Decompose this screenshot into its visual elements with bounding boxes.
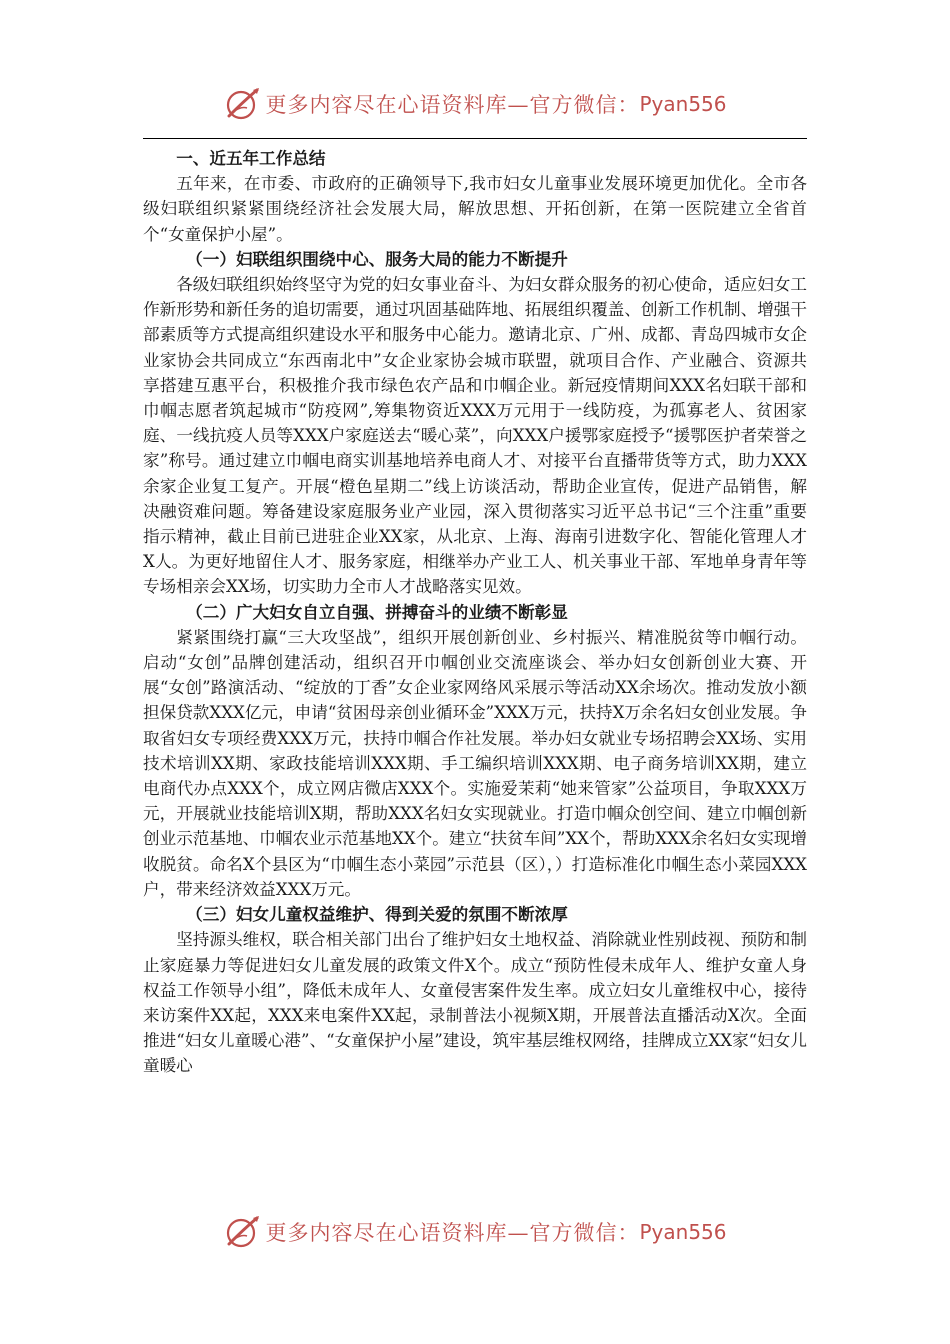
subsection-body-1: 各级妇联组织始终坚守为党的妇女事业奋斗、为妇女群众服务的初心使命，适应妇女工作新形势和新任务的追切需要，通过巩固基础阵地、拓展组织覆盖、创新工作机制、增强干部素质等方式提高组织建设水平和服务中心能力。邀请北京、广州、成都、青岛四城市女企业家协会共同成立“东西南北中”女企业家协会城市联盟，就项目合作、产业融合、资源共享搭建互惠平台，积极推介我市绿色农产品和巾帼企业。新冠疫情期间XXX名妇联干部和巾帼志愿者筑起城市“防疫网”,筹集物资近XXX万元用于一线防疫，为孤寡老人、贫困家庭、一线抗疫人员等XXX户家庭送去“暖心菜”，向XXX户援鄂家庭授予“援鄂医护者荣誉之家”称号。通过建立巾帼电商实训基地培养电商人才、对接平台直播带货等方式，助力XXX余家企业复工复产。开展“橙色星期二”线上访谈活动，帮助企业宣传，促进产品销售，解决融资难问题。筹备建设家庭服务业产业园，深入贯彻落实习近平总书记“三个注重”重要指示精神，截止目前已进驻企业XX家，从北京、上海、海南引进数字化、智能化管理人才X人。为更好地留住人才、服务家庭，相继举办产业工人、机关事业干部、军地单身青年等专场相亲会XX场，切实助力全市人才战略落实见效。 [143, 275, 807, 597]
watermark-id: Pyan556 [639, 1220, 727, 1244]
subsection-body-2: 紧紧围绕打赢“三大攻坚战”，组织开展创新创业、乡村振兴、精准脱贫等巾帼行动。启动“女创”品牌创建活动，组织召开巾帼创业交流座谈会、举办妇女创新创业大赛、开展“女创”路演活动、“绽放的丁香”女企业家网络风采展示等活动XX余场次。推动发放小额担保贷款XXX亿元，申请“贫困母亲创业循环金”XXX万元，扶持X万余名妇女创业发展。争取省妇女专项经费XXX万元，扶持巾帼合作社发展。举办妇女就业专场招聘会XX场、实用技术培训XX期、家政技能培训XXX期、手工编织培训XXX期、电子商务培训XX期，建立电商代办点XXX个，成立网店微店XXX个。实施爱茉莉“她来管家”公益项目，争取XXX万元，开展就业技能培训X期，帮助XXX名妇女实现就业。打造巾帼众创空间、建立巾帼创新创业示范基地、巾帼农业示范基地XX个。建立“扶贫车间”XX个，帮助XXX余名妇女实现增收脱贫。命名X个县区为“巾帼生态小菜园”示范县（区），）打造标准化巾帼生态小菜园XXX户，带来经济效益XXX万元。 [143, 627, 807, 899]
watermark-text: 更多内容尽在心语资料库—官方微信： [265, 1221, 640, 1245]
watermark-banner-bottom [0, 1212, 950, 1252]
subsection-title-2: （二）广大妇女自立自强、拼搏奋斗的业绩不断彰显 [186, 602, 568, 622]
subsection-title-1: （一）妇联组织围绕中心、服务大局的能力不断提升 [186, 249, 568, 269]
watermark-text: 更多内容尽在心语资料库—官方微信： [265, 93, 640, 117]
pen-logo-icon [223, 86, 261, 122]
intro-paragraph: 五年来，在市委、市政府的正确领导下,我市妇女儿童事业发展环境更加优化。全市各级妇联组织紧紧围绕经济社会发展大局，解放思想、开拓创新，在第一医院建立全省首个“女童保护小屋”。 [143, 174, 807, 244]
subsection-title-3: （三）妇女儿童权益维护、得到关爱的氛围不断浓厚 [186, 905, 568, 925]
subsection-body-3: 坚持源头维权，联合相关部门出台了维护妇女土地权益、消除就业性别歧视、预防和制止家庭暴力等促进妇女儿童发展的政策文件X个。成立“预防性侵未成年人、维护女童人身权益工作领导小组”，降低未成年人、女童侵害案件发生率。成立妇女儿童维权中心，接待来访案件XX起，XXX来电案件XX起，录制普法小视频X期，开展普法直播活动X次。全面推进“妇女儿童暖心港”、“女童保护小屋”建设，筑牢基层维权网络，挂牌成立XX家“妇女儿童暖心 [143, 930, 807, 1076]
watermark-id: Pyan556 [639, 92, 727, 116]
document-body [143, 146, 807, 1079]
header-rule [143, 138, 807, 139]
pen-logo-icon [223, 1214, 261, 1250]
section-heading: 一、近五年工作总结 [176, 149, 326, 168]
watermark-banner-top [0, 84, 950, 124]
